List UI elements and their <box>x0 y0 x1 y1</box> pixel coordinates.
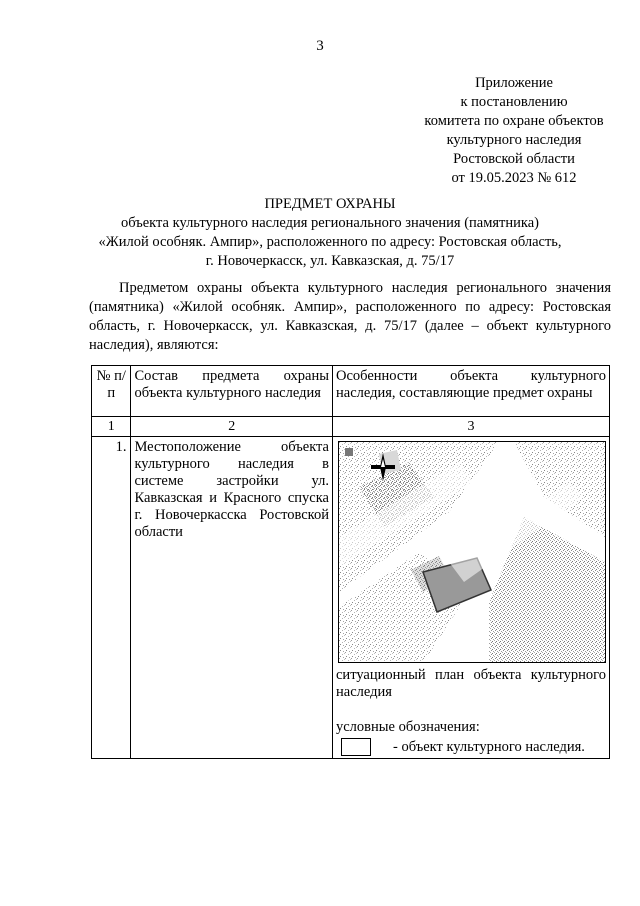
header-features: Особенности объекта культурного наследия, составляющие предмет охраны <box>333 366 610 417</box>
legend-item <box>336 738 606 756</box>
header-composition: Состав предмета охраны объекта культурного наследия <box>131 366 333 417</box>
column-number: 2 <box>131 417 333 437</box>
row-composition: Местоположение объекта культурного наследия в системе застройки ул. Кавказская и Красного спуска г. Новочеркасска Ростовской области <box>131 437 333 759</box>
header-num: № п/п <box>92 366 131 417</box>
table-header-row <box>92 366 610 417</box>
appendix-line: комитета по охране объектов <box>424 113 604 129</box>
appendix-block <box>404 74 624 188</box>
situation-map <box>338 441 606 663</box>
column-number-row <box>92 417 610 437</box>
document-title: ПРЕДМЕТ ОХРАНЫ <box>264 196 396 212</box>
appendix-line: от 19.05.2023 № 612 <box>451 170 577 186</box>
heading-line: объекта культурного наследия регионального значения (памятника) <box>120 215 540 231</box>
appendix-line: Приложение <box>475 75 553 91</box>
map-caption: ситуационный план объекта культурного наследия <box>336 667 606 700</box>
legend-symbol <box>341 738 371 756</box>
appendix-line: к постановлению <box>460 94 568 110</box>
legend-title: условные обозначения: <box>336 719 480 735</box>
document-heading <box>60 195 600 271</box>
appendix-line: культурного наследия <box>446 132 582 148</box>
row-number: 1. <box>92 437 131 759</box>
legend-label: - объект культурного наследия. <box>393 738 585 755</box>
table-row <box>92 437 610 759</box>
page-number: 3 <box>316 38 324 54</box>
row-features <box>333 437 610 759</box>
protection-table <box>91 365 610 759</box>
appendix-line: Ростовской области <box>453 151 575 167</box>
heading-line: г. Новочеркасск, ул. Кавказская, д. 75/17 <box>205 253 455 269</box>
column-number: 1 <box>92 417 131 437</box>
intro-paragraph: Предметом охраны объекта культурного наследия регионального значения (памятника) «Жилой особняк. Ампир», расположенного по адресу: Ростовская область, г. Новочеркасск, ул. Кавказская, д. 75/17 (далее – объект культурного наследия), являются: <box>89 280 611 353</box>
heading-line: «Жилой особняк. Ампир», расположенного по адресу: Ростовская область, <box>98 234 562 250</box>
column-number: 3 <box>333 417 610 437</box>
situation-map-graphic <box>339 442 605 662</box>
